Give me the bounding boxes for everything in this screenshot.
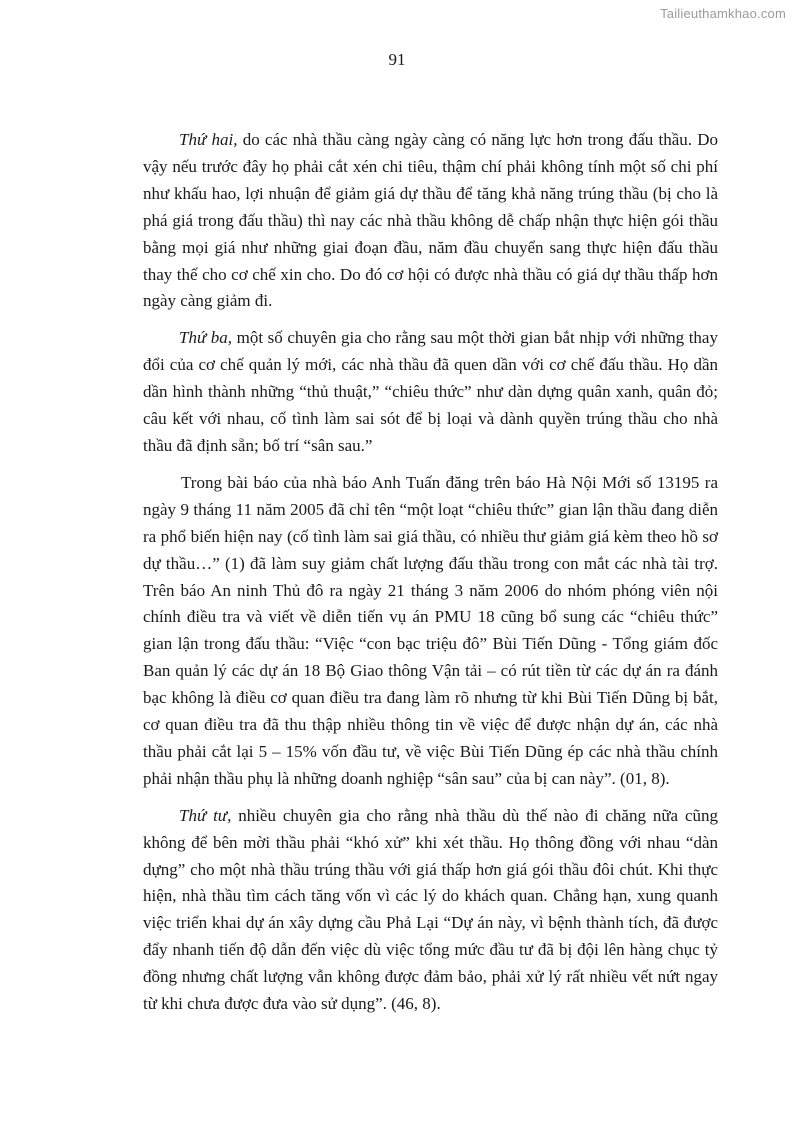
watermark-text: Tailieuthamkhao.com xyxy=(660,6,786,21)
paragraph-text: một số chuyên gia cho rằng sau một thời gian bắt nhịp với những thay đổi của cơ chế quản lý mới, các nhà thầu đã quen dần với cơ chế đấu thầu. Họ dần dần hình thành những “thủ thuật,” “chiêu thức” như dàn dựng quân xanh, quân đỏ; câu kết với nhau, cố tình làm sai sót để bị loại và dành quyền trúng thầu cho nhà thầu đã định sẵn; bố trí “sân sau.” xyxy=(143,328,718,455)
paragraph-lead: Thứ tư, xyxy=(179,805,232,825)
paragraph-text: Trong bài báo của nhà báo Anh Tuấn đăng trên báo Hà Nội Mới số 13195 ra ngày 9 tháng 11 năm 2005 đã chỉ tên “một loạt “chiêu thức” gian lận thầu đang diễn ra phổ biến hiện nay (cố tình làm sai giá thầu, có nhiều thư giảm giá kèm theo hồ sơ dự thầu…” (1) đã làm suy giảm chất lượng đấu thầu trong con mắt các nhà tài trợ. Trên báo An ninh Thủ đô ra ngày 21 tháng 3 năm 2006 do nhóm phóng viên nội chính điều tra và viết về diễn tiến vụ án PMU 18 cũng bổ sung các “chiêu thức” gian lận trong đấu thầu: “Việc “con bạc triệu đô” Bùi Tiến Dũng - Tổng giám đốc Ban quản lý các dự án 18 Bộ Giao thông Vận tải – có rút tiền từ các dự án ra đánh bạc không là điều cơ quan điều tra đang làm rõ nhưng từ khi Bùi Tiến Dũng bị bắt, cơ quan điều tra đã thu thập nhiều thông tin về việc để được nhận dự án, các nhà thầu phải cắt lại 5 – 15% vốn đầu tư, về việc Bùi Tiến Dũng ép các nhà thầu chính phải nhận thầu phụ là những doanh nghiệp “sân sau” của bị can này”. (01, 8). xyxy=(143,472,718,788)
paragraph-text: nhiều chuyên gia cho rằng nhà thầu dù thế nào đi chăng nữa cũng không để bên mời thầu phải “khó xử” khi xét thầu. Họ thông đồng với nhau “dàn dựng” cho một nhà thầu trúng thầu với giá thấp hơn giá gói thầu đôi chút. Khi thực hiện, nhà thầu tìm cách tăng vốn vì các lý do khách quan. Chẳng hạn, xung quanh việc triển khai dự án xây dựng cầu Phả Lại “Dự án này, vì bệnh thành tích, đã được đẩy nhanh tiến độ dẫn đến việc dù việc tổng mức đầu tư đã bị đội lên hàng chục tỷ đồng nhưng chất lượng vẫn không được đảm bảo, phải xử lý rất nhiều vết nứt ngay từ khi chưa được đưa vào sử dụng”. (46, 8). xyxy=(143,805,718,1014)
paragraph-thu-ba xyxy=(143,325,718,460)
paragraph-news-quote xyxy=(143,470,718,793)
page-number: 91 xyxy=(388,50,406,69)
paragraph-lead: Thứ hai, xyxy=(179,130,238,149)
paragraph-text: do các nhà thầu càng ngày càng có năng lực hơn trong đấu thầu. Do vậy nếu trước đây họ phải cắt xén chi tiêu, thậm chí phải không tính một số chi phí như khấu hao, lợi nhuận để giảm giá dự thầu để tăng khả năng trúng thầu (bị cho là phá giá trong đấu thầu) thì nay các nhà thầu không dễ chấp nhận thực hiện gói thầu bằng mọi giá như những giai đoạn đầu, năm đầu chuyển sang thực hiện đấu thầu thay thế cho cơ chế xin cho. Do đó cơ hội có được nhà thầu có giá dự thầu thấp hơn ngày càng giảm đi. xyxy=(143,130,719,311)
paragraph-thu-tu xyxy=(143,803,718,1018)
paragraph-lead: Thứ ba, xyxy=(179,328,233,348)
document-body xyxy=(143,127,718,1028)
paragraph-thu-hai xyxy=(143,127,718,315)
